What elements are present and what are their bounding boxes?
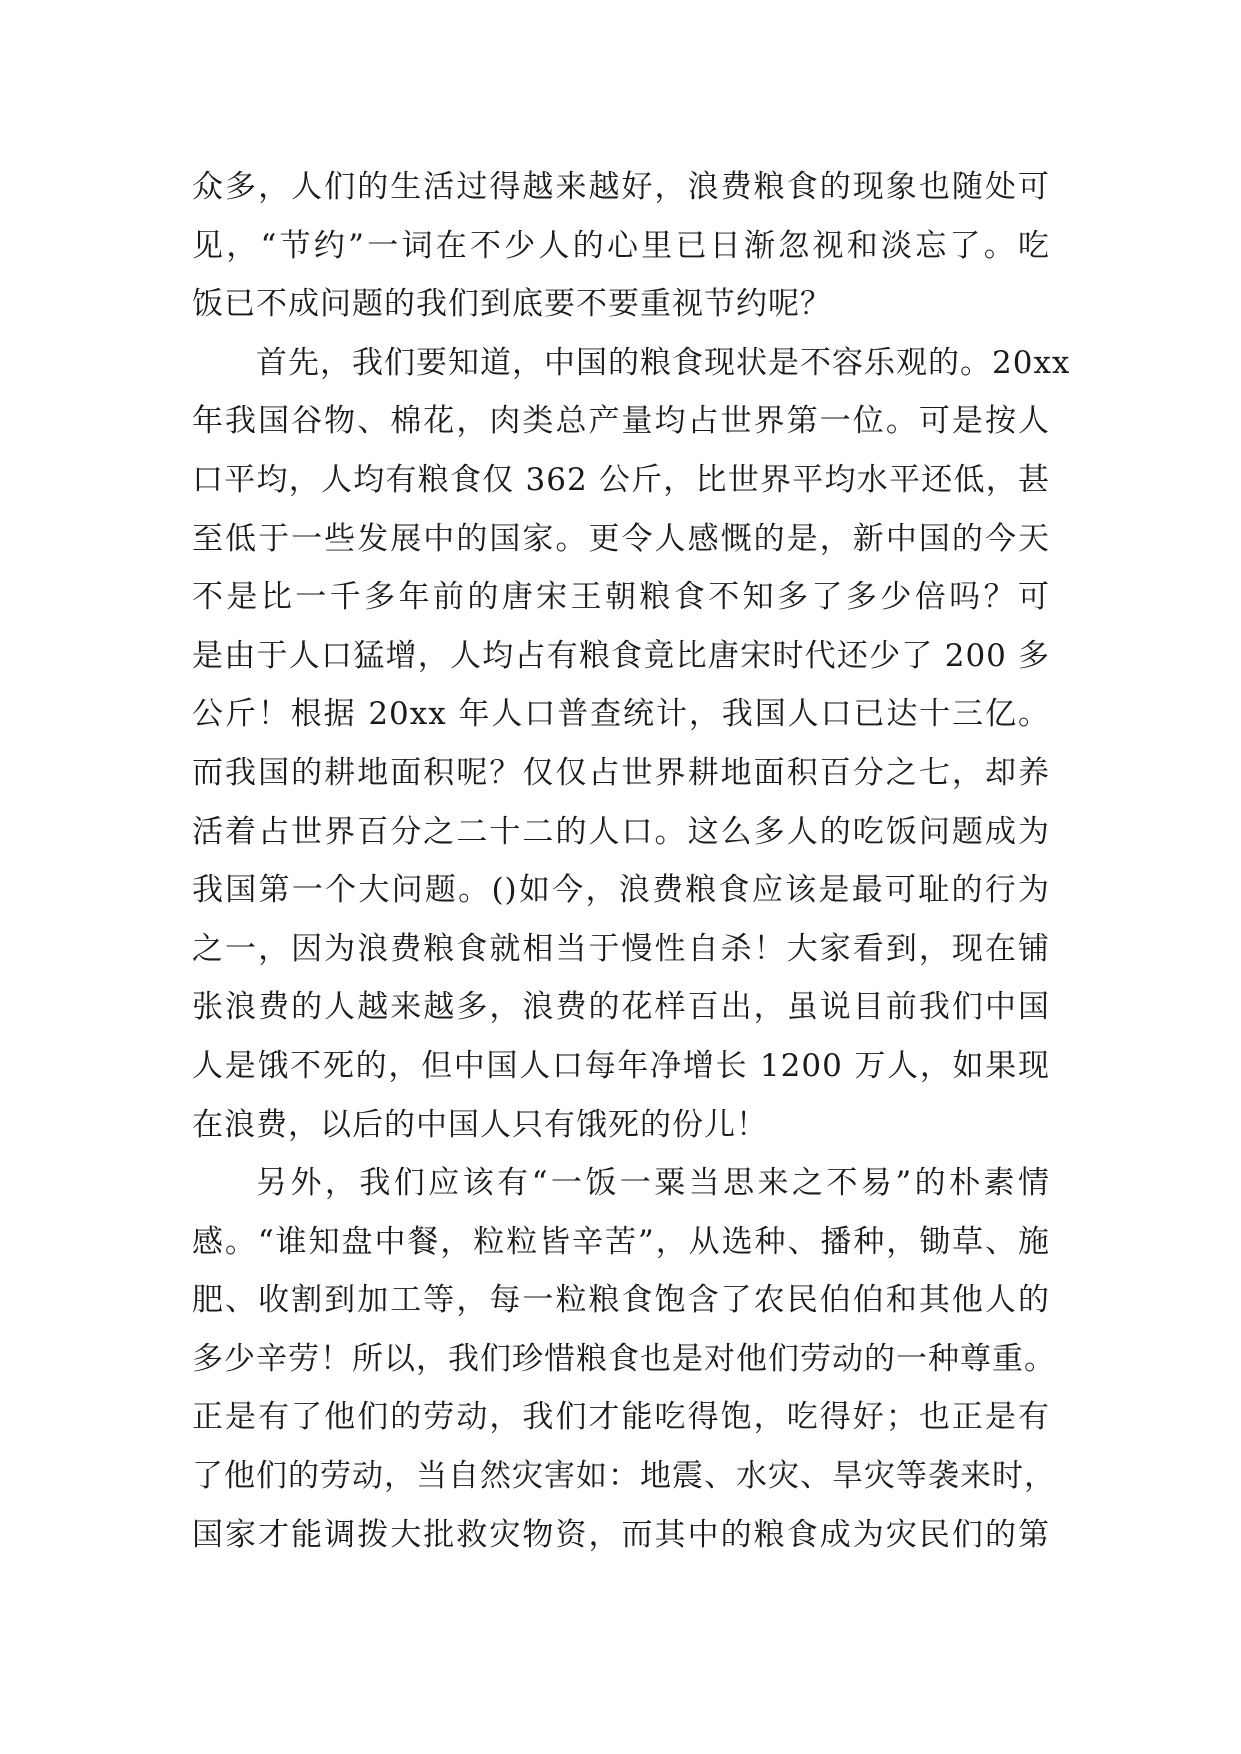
paragraph-3 <box>192 1154 1056 1564</box>
text-line: 年我国谷物、棉花，肉类总产量均占世界第一位。可是按人 <box>192 403 1050 440</box>
text-line: 活着占世界百分之二十二的人口。这么多人的吃饭问题成为 <box>192 813 1050 850</box>
body-text <box>192 158 1071 1564</box>
paragraph-2 <box>192 334 1071 1154</box>
text-line: 张浪费的人越来越多，浪费的花样百出，虽说目前我们中国 <box>192 989 1050 1026</box>
text-line: 首先，我们要知道，中国的粮食现状是不容乐观的。20xx <box>256 344 1071 381</box>
text-line: 在浪费，以后的中国人只有饿死的份儿！ <box>192 1106 768 1143</box>
text-line: 感。“谁知盘中餐，粒粒皆辛苦”，从选种、播种，锄草、施 <box>192 1223 1050 1260</box>
text-line: 我国第一个大问题。()如今，浪费粮食应该是最可耻的行为 <box>192 872 1050 909</box>
text-line: 了他们的劳动，当自然灾害如：地震、水灾、旱灾等袭来时， <box>192 1458 1056 1495</box>
text-line: 多少辛劳！所以，我们珍惜粮食也是对他们劳动的一种尊重。 <box>192 1340 1056 1377</box>
text-line: 肥、收割到加工等，每一粒粮食饱含了农民伯伯和其他人的 <box>192 1282 1050 1319</box>
text-line: 饭已不成问题的我们到底要不要重视节约呢？ <box>192 286 832 323</box>
text-line: 而我国的耕地面积呢？仅仅占世界耕地面积百分之七，却养 <box>192 754 1050 791</box>
text-line: 至低于一些发展中的国家。更令人感慨的是，新中国的今天 <box>192 520 1050 557</box>
text-line: 口平均，人均有粮食仅 362 公斤，比世界平均水平还低，甚 <box>192 461 1050 498</box>
text-line: 人是饿不死的，但中国人口每年净增长 1200 万人，如果现 <box>192 1047 1050 1084</box>
text-line: 之一，因为浪费粮食就相当于慢性自杀！大家看到，现在铺 <box>192 930 1050 967</box>
text-line: 见，“节约”一词在不少人的心里已日渐忽视和淡忘了。吃 <box>192 227 1050 264</box>
text-line: 公斤！根据 20xx 年人口普查统计，我国人口已达十三亿。 <box>192 696 1050 733</box>
text-line: 国家才能调拨大批救灾物资，而其中的粮食成为灾民们的第 <box>192 1516 1050 1553</box>
text-line: 是由于人口猛增，人均占有粮食竟比唐宋时代还少了 200 多 <box>192 637 1050 674</box>
paragraph-1 <box>192 158 1050 334</box>
text-line: 正是有了他们的劳动，我们才能吃得饱，吃得好；也正是有 <box>192 1399 1050 1436</box>
text-line: 另外，我们应该有“一饭一粟当思来之不易”的朴素情 <box>256 1165 1050 1202</box>
text-line: 不是比一千多年前的唐宋王朝粮食不知多了多少倍吗？可 <box>192 579 1050 616</box>
text-line: 众多，人们的生活过得越来越好，浪费粮食的现象也随处可 <box>192 169 1050 205</box>
